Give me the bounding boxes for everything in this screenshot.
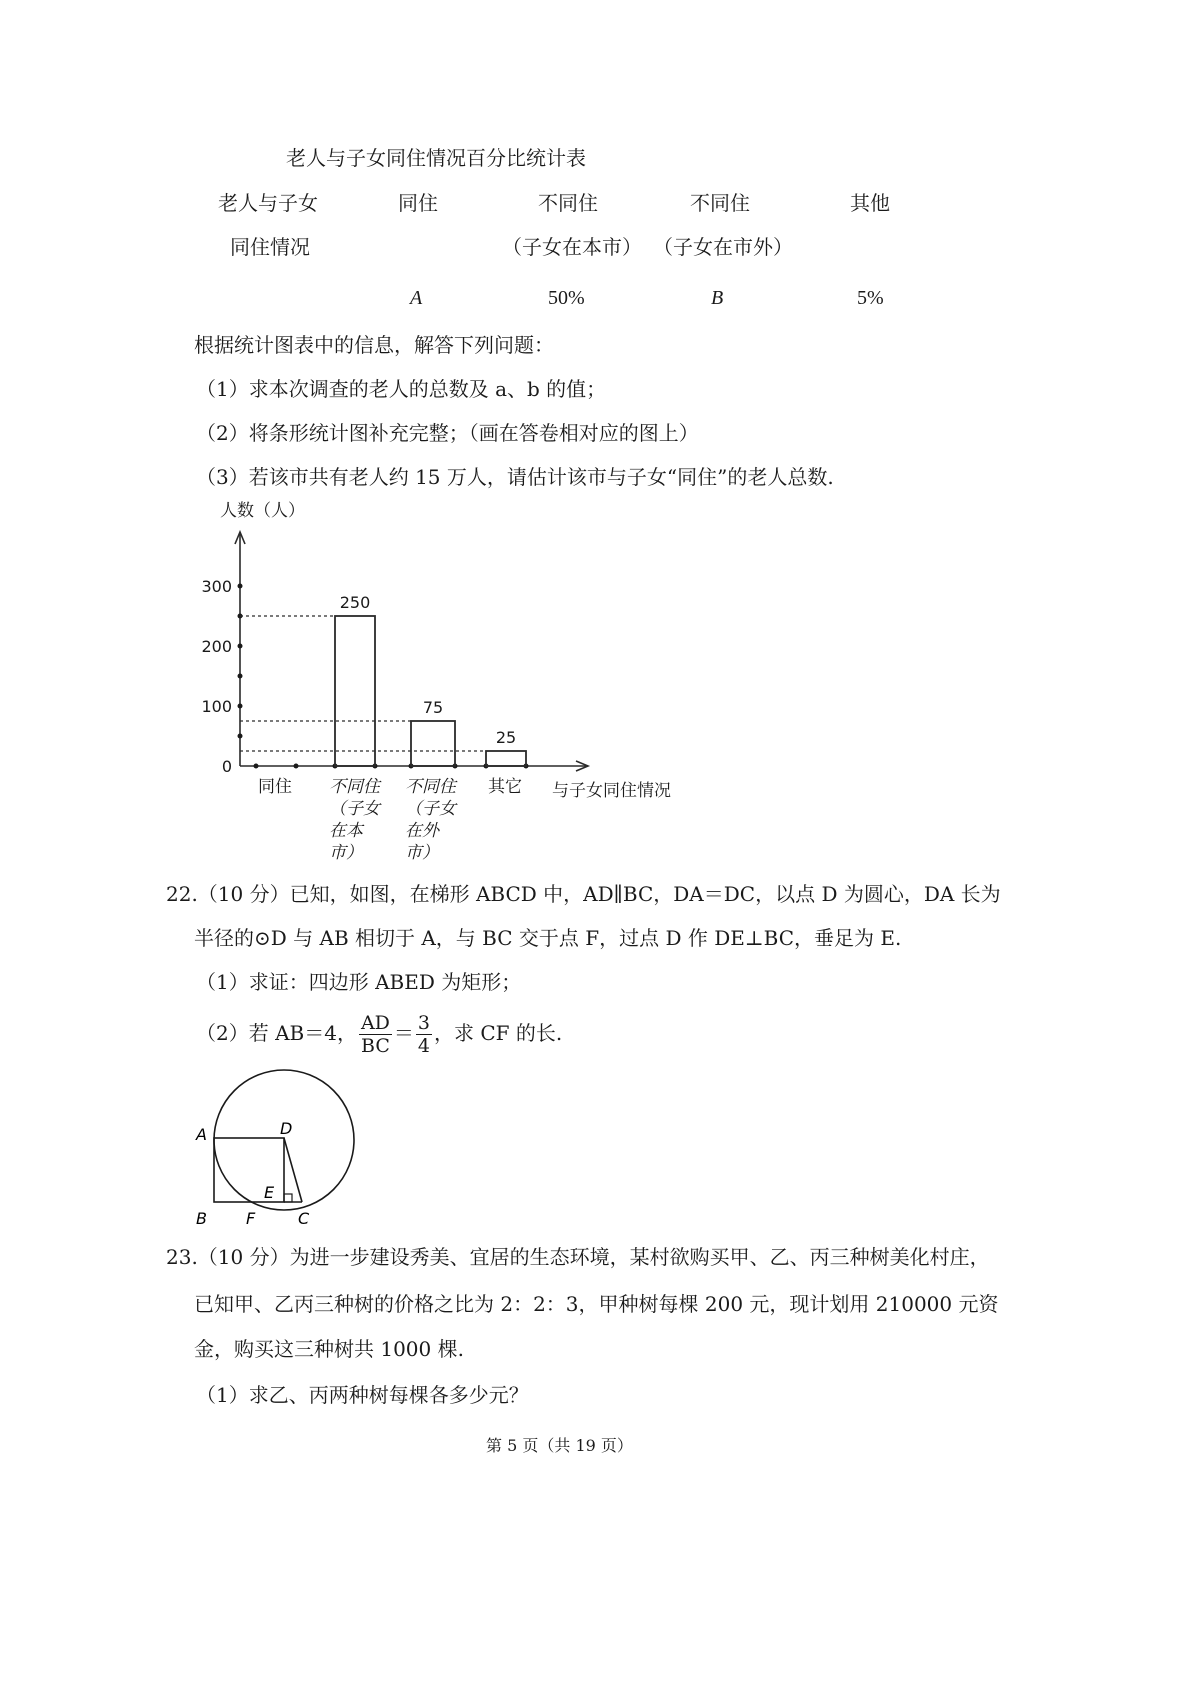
x-category-label: 市） <box>405 843 439 863</box>
geometry-figure <box>190 1068 390 1228</box>
x-category-label: 不同住 <box>329 777 380 797</box>
label-d: D <box>280 1119 293 1138</box>
label-e: E <box>264 1183 275 1202</box>
ratio-fraction-ad-bc <box>359 1012 392 1057</box>
q21-intro: 根据统计图表中的信息，解答下列问题： <box>194 333 554 357</box>
x-category-label: 其它 <box>488 777 522 797</box>
x-category-label: 市） <box>329 843 363 863</box>
q22-sub2-prefix: （2）若 AB＝4， <box>196 1021 357 1045</box>
table-value-a: A <box>410 287 423 309</box>
y-tick-label: 100 <box>201 697 232 716</box>
bar <box>411 721 455 766</box>
equals-sign: ＝ <box>393 1021 414 1045</box>
label-c: C <box>298 1209 310 1228</box>
table-header-col5: 其他 <box>850 191 890 215</box>
x-category-label: （子女 <box>405 799 456 819</box>
q22-line1: 22.（10 分）已知，如图，在梯形 ABCD 中，AD∥BC，DA＝DC，以点 D 为圆心，DA 长为 <box>166 882 1001 906</box>
q22-sub2 <box>196 1008 562 1058</box>
q23-line1: 23.（10 分）为进一步建设秀美、宜居的生态环境，某村欲购买甲、乙、丙三种树美化村庄， <box>166 1245 990 1269</box>
bar-value-label: 250 <box>339 593 371 612</box>
fraction-numerator: 3 <box>417 1012 431 1034</box>
segment-dc <box>284 1138 302 1202</box>
q23-line3: 金，购买这三种树共 1000 棵. <box>194 1337 464 1361</box>
q22-sub1: （1）求证：四边形 ABED 为矩形； <box>196 970 522 994</box>
x-tick-dot <box>294 764 299 769</box>
x-axis-label: 与子女同住情况 <box>552 781 671 801</box>
fraction-numerator: AD <box>360 1012 390 1034</box>
bar <box>486 751 526 766</box>
q22-line2: 半径的⊙D 与 AB 相切于 A，与 BC 交于点 F，过点 D 作 DE⊥BC，垂足为 E. <box>194 926 902 950</box>
x-category-label: 同住 <box>258 777 292 797</box>
q23-sub1: （1）求乙、丙两种树每棵各多少元？ <box>196 1383 529 1407</box>
x-category-label: （子女 <box>329 799 380 819</box>
table-header2-col1: 同住情况 <box>230 235 310 259</box>
q21-sub1: （1）求本次调查的老人的总数及 a、b 的值； <box>196 377 607 401</box>
table-title: 老人与子女同住情况百分比统计表 <box>286 146 586 170</box>
bar-value-label: 25 <box>495 728 517 747</box>
label-b: B <box>196 1209 207 1228</box>
y-tick-label: 200 <box>201 637 232 656</box>
ratio-fraction-3-4 <box>416 1012 432 1057</box>
table-value-b: B <box>711 287 724 309</box>
q21-sub3: （3）若该市共有老人约 15 万人，请估计该市与子女“同住”的老人总数. <box>196 465 834 489</box>
y-tick-dot <box>238 734 243 739</box>
y-tick-dot <box>238 674 243 679</box>
table-value-50pct: 50% <box>548 287 585 309</box>
bar-value-label: 75 <box>422 698 444 717</box>
fraction-denominator: BC <box>361 1035 390 1057</box>
y-axis-label: 人数（人） <box>220 501 305 521</box>
label-a: A <box>196 1125 207 1144</box>
table-value-5pct: 5% <box>857 287 884 309</box>
table-header-col4: 不同住 <box>690 191 750 215</box>
x-category-label: 在外 <box>405 821 439 841</box>
x-category-label: 在本 <box>329 821 363 841</box>
y-tick-label: 300 <box>201 577 232 596</box>
y-tick-label: 0 <box>221 757 232 776</box>
q22-sub2-suffix: ，求 CF 的长. <box>434 1021 563 1045</box>
bar-chart <box>180 492 900 872</box>
table-header-col3: 不同住 <box>538 191 598 215</box>
q21-sub2: （2）将条形统计图补充完整；（画在答卷相对应的图上） <box>196 421 699 445</box>
label-f: F <box>246 1209 256 1228</box>
table-header2-col4: （子女在市外） <box>653 235 793 259</box>
x-tick-dot <box>254 764 259 769</box>
fraction-denominator: 4 <box>417 1035 431 1057</box>
y-tick-dot <box>238 584 243 589</box>
x-category-label: 不同住 <box>405 777 456 797</box>
q23-line2: 已知甲、乙丙三种树的价格之比为 2：2：3，甲种树每棵 200 元，现计划用 210000 元资 <box>194 1292 999 1316</box>
bar <box>335 616 375 766</box>
table-header2-col3: （子女在本市） <box>502 235 642 259</box>
table-header-col2: 同住 <box>398 191 438 215</box>
right-angle-mark <box>284 1194 292 1202</box>
y-tick-dot <box>238 704 243 709</box>
page-footer: 第 5 页（共 19 页） <box>486 1436 633 1455</box>
y-tick-dot <box>238 644 243 649</box>
table-header-col1: 老人与子女 <box>218 191 318 215</box>
